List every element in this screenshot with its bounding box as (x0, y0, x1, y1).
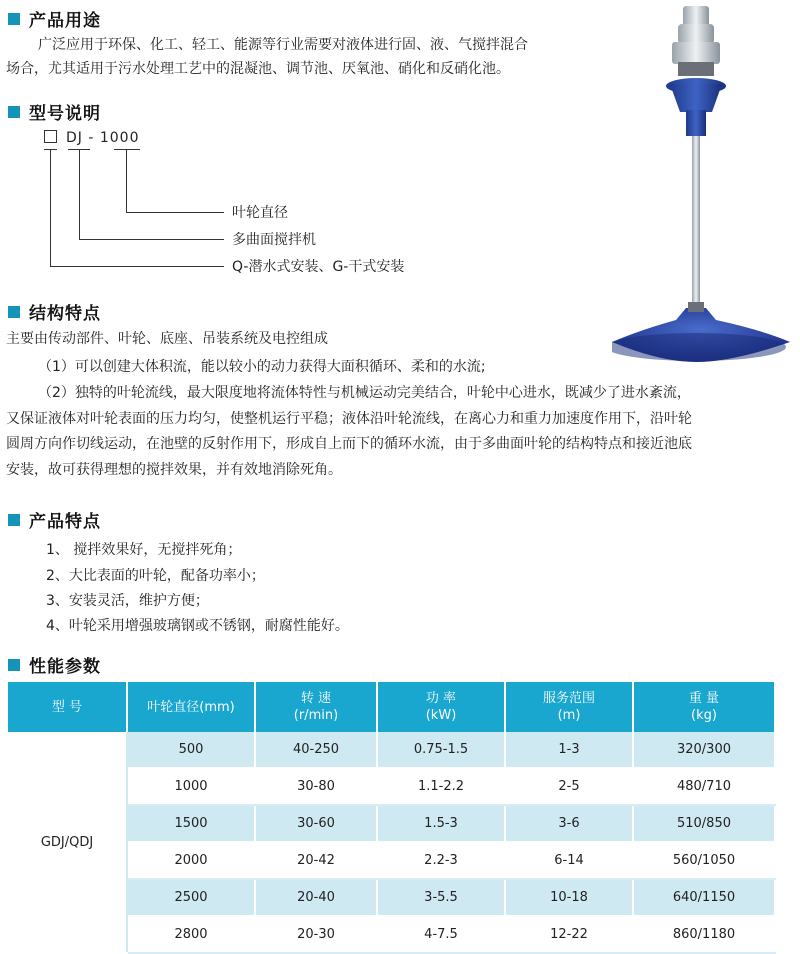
structure-line: 安装，故可获得理想的搅拌效果，并有效地消除死角。 (6, 462, 342, 478)
header-service-range: 服务范围 (m) (505, 682, 633, 732)
table-cell: 500 (127, 732, 255, 768)
diagram-leader-line (50, 149, 51, 266)
diagram-leader-line (126, 212, 224, 213)
section-title: 产品特点 (29, 512, 101, 532)
table-cell: 2500 (127, 879, 255, 916)
section-structure-heading (8, 299, 101, 324)
model-code-text: DJ - 1000 (66, 130, 140, 146)
structure-line: 主要由传动部件、叶轮、底座、吊装系统及电控组成 (6, 331, 328, 347)
diagram-label-install: Q-潜水式安装、G-干式安装 (232, 259, 405, 275)
header-weight: 重 量 (kg) (633, 682, 775, 732)
table-cell: 1000 (127, 768, 255, 805)
header-speed: 转 速 (r/min) (255, 682, 377, 732)
table-cell: 560/1050 (633, 842, 775, 879)
diagram-leader-line (126, 149, 127, 212)
model-code (44, 130, 140, 146)
usage-text-line-2: 场合，尤其适用于污水处理工艺中的混凝池、调节池、厌氧池、硝化和反硝化池。 (6, 61, 510, 77)
diagram-underline (114, 149, 140, 150)
table-cell: 10-18 (505, 879, 633, 916)
table-cell: 6-14 (505, 842, 633, 879)
section-marker (8, 306, 20, 318)
section-title: 型号说明 (29, 104, 101, 124)
diagram-label-diameter: 叶轮直径 (232, 205, 288, 221)
table-cell: 320/300 (633, 732, 775, 768)
table-cell: 3-5.5 (377, 879, 505, 916)
table-cell: 12-22 (505, 916, 633, 953)
section-features-heading (8, 507, 101, 532)
table-cell: 480/710 (633, 768, 775, 805)
table-cell: 3-6 (505, 805, 633, 842)
table-cell: 30-80 (255, 768, 377, 805)
table-cell: 640/1150 (633, 879, 775, 916)
section-title: 结构特点 (29, 304, 101, 324)
table-cell: 30-60 (255, 805, 377, 842)
section-model-heading (8, 99, 101, 124)
performance-table (8, 682, 776, 954)
header-impeller-diameter: 叶轮直径(mm) (127, 682, 255, 732)
model-prefix-box (44, 130, 57, 143)
table-cell: 40-250 (255, 732, 377, 768)
feature-item: 4、叶轮采用增强玻璃钢或不锈钢，耐腐性能好。 (46, 618, 349, 634)
table-cell: 2000 (127, 842, 255, 879)
table-cell: 1.1-2.2 (377, 768, 505, 805)
section-title: 性能参数 (29, 657, 101, 677)
table-row (8, 732, 775, 768)
table-cell: 1-3 (505, 732, 633, 768)
feature-item: 1、 搅拌效果好，无搅拌死角； (46, 542, 242, 558)
table-cell: 510/850 (633, 805, 775, 842)
diagram-label-mixer: 多曲面搅拌机 (232, 232, 316, 248)
section-usage-heading (8, 6, 101, 31)
mixer-product-image (612, 2, 800, 377)
structure-line: （2）独特的叶轮流线，最大限度地将流体特性与机械运动完美结合，叶轮中心进水，既减少了进水紊流， (38, 385, 691, 401)
section-marker (8, 106, 20, 118)
diagram-leader-line (79, 149, 80, 239)
section-marker (8, 514, 20, 526)
diagram-leader-line (79, 239, 224, 240)
section-performance-heading (8, 652, 101, 677)
section-marker (8, 659, 20, 671)
table-cell: 2800 (127, 916, 255, 953)
table-cell: 20-40 (255, 879, 377, 916)
feature-item: 2、大比表面的叶轮，配备功率小； (46, 568, 265, 584)
usage-text-line-1: 广泛应用于环保、化工、轻工、能源等行业需要对液体进行固、液、气搅拌混合 (38, 37, 528, 53)
diagram-leader-line (50, 266, 224, 267)
table-cell: 20-30 (255, 916, 377, 953)
structure-line: （1）可以创建大体积流，能以较小的动力获得大面积循环、柔和的水流; (38, 359, 486, 375)
header-model: 型 号 (8, 682, 127, 732)
section-title: 产品用途 (29, 11, 101, 31)
table-cell: 2-5 (505, 768, 633, 805)
section-marker (8, 13, 20, 25)
table-cell: 20-42 (255, 842, 377, 879)
structure-line: 又保证液体对叶轮表面的压力均匀，使整机运行平稳；液体沿叶轮流线，在离心力和重力加速度作用下，沿叶轮 (6, 411, 692, 427)
table-cell: 2.2-3 (377, 842, 505, 879)
header-power: 功 率 (kW) (377, 682, 505, 732)
table-cell: 1500 (127, 805, 255, 842)
feature-item: 3、安装灵活，维护方便； (46, 593, 209, 609)
table-cell: 4-7.5 (377, 916, 505, 953)
table-cell: 1.5-3 (377, 805, 505, 842)
table-cell: 0.75-1.5 (377, 732, 505, 768)
structure-line: 圆周方向作切线运动，在池壁的反射作用下，形成自上而下的循环水流，由于多曲面叶轮的结构特点和接近池底 (6, 436, 692, 452)
table-header-row (8, 682, 775, 732)
table-cell: 860/1180 (633, 916, 775, 953)
model-name-cell: GDJ/QDJ (8, 732, 127, 953)
